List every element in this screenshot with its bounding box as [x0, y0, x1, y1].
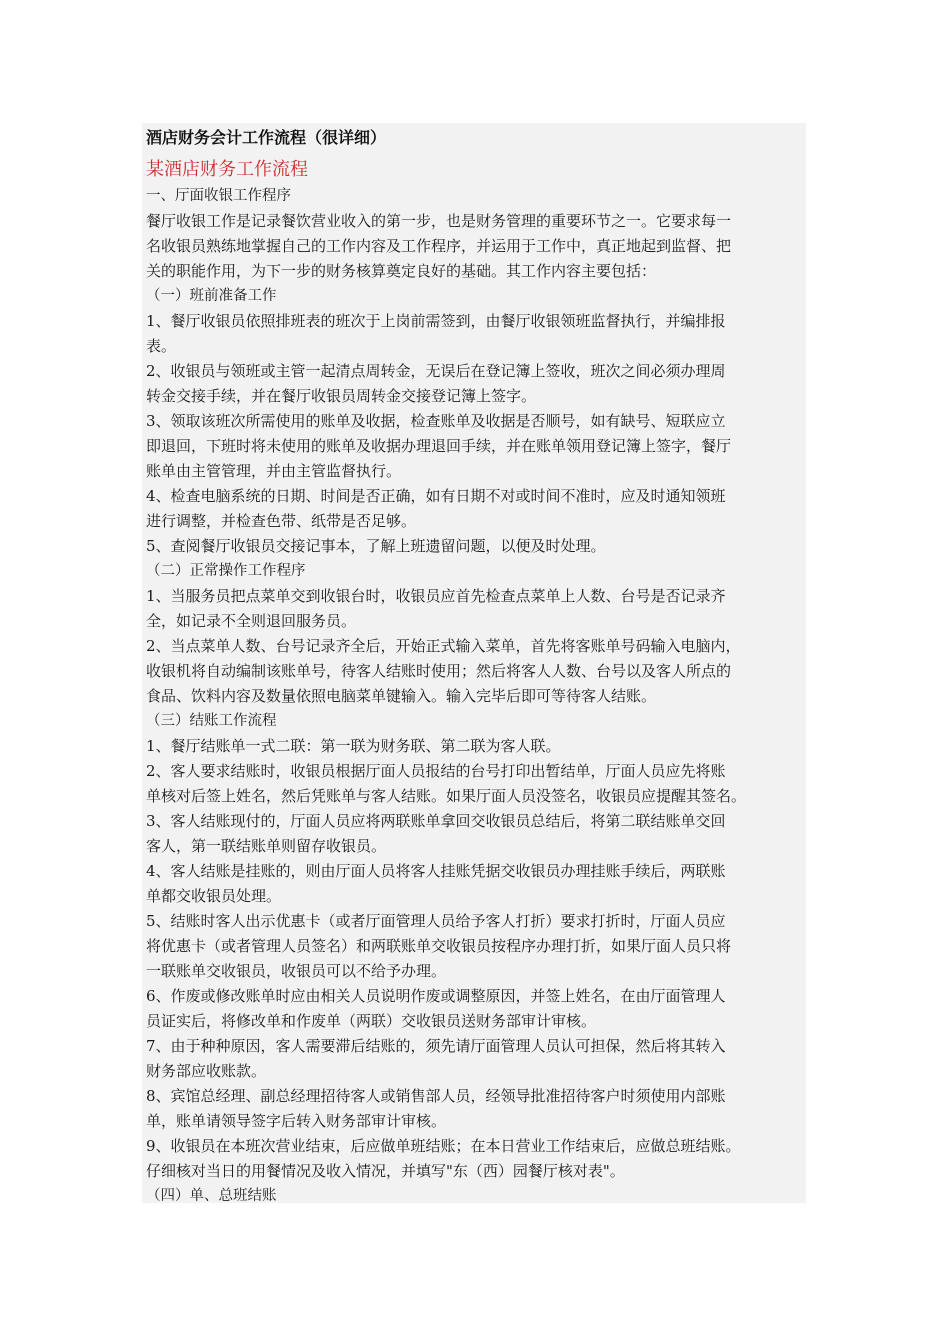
- document-title: 酒店财务会计工作流程（很详细）: [146, 128, 387, 147]
- paragraph-line: 将优惠卡（或者管理人员签名）和两联账单交收银员按程序办理打折，如果厅面人员只将: [146, 937, 732, 955]
- paragraph-line: 员证实后，将修改单和作废单（两联）交收银员送财务部审计审核。: [146, 1012, 597, 1030]
- paragraph-line: 进行调整，并检查色带、纸带是否足够。: [146, 512, 417, 530]
- paragraph-line: 即退回，下班时将未使用的账单及收据办理退回手续，并在账单领用登记簿上签字，餐厅: [146, 437, 732, 455]
- paragraph-line: 仔细核对当日的用餐情况及收入情况，并填写"东（西）园餐厅核对表"。: [146, 1162, 625, 1180]
- paragraph-line: 3、领取该班次所需使用的账单及收据，检查账单及收据是否顺号，如有缺号、短联应立: [146, 412, 726, 430]
- paragraph-line: 财务部应收账款。: [146, 1062, 267, 1080]
- paragraph-line: 2、当点菜单人数、台号记录齐全后，开始正式输入菜单，首先将客账单号码输入电脑内，: [146, 637, 741, 655]
- paragraph-line: 名收银员熟练地掌握自己的工作内容及工作程序，并运用于工作中，真正地起到监督、把: [146, 237, 732, 255]
- paragraph-line: 全，如记录不全则退回服务员。: [146, 612, 357, 630]
- document-subtitle: 某酒店财务工作流程: [146, 159, 308, 180]
- section-heading: （三）结账工作流程: [146, 713, 277, 729]
- paragraph-line: 单，账单请领导签字后转入财务部审计审核。: [146, 1112, 447, 1130]
- paragraph-line: 4、检查电脑系统的日期、时间是否正确，如有日期不对或时间不准时，应及时通知领班: [146, 487, 726, 505]
- paragraph-line: 1、餐厅结账单一式二联：第一联为财务联、第二联为客人联。: [146, 737, 561, 755]
- paragraph-line: 单都交收银员处理。: [146, 887, 282, 905]
- paragraph-line: 1、当服务员把点菜单交到收银台时，收银员应首先检查点菜单上人数、台号是否记录齐: [146, 587, 726, 605]
- paragraph-line: 1、餐厅收银员依照排班表的班次于上岗前需签到，由餐厅收银领班监督执行，并编排报: [146, 312, 726, 330]
- paragraph-line: 关的职能作用，为下一步的财务核算奠定良好的基础。其工作内容主要包括：: [146, 262, 657, 280]
- section-heading: （四）单、总班结账: [146, 1188, 277, 1204]
- section-heading: 一、厅面收银工作程序: [146, 188, 291, 204]
- paragraph-line: 客人，第一联结账单则留存收银员。: [146, 837, 387, 855]
- paragraph-line: 单核对后签上姓名，然后凭账单与客人结账。如果厅面人员没签名，收银员应提醒其签名。: [146, 787, 747, 805]
- paragraph-line: 账单由主管管理，并由主管监督执行。: [146, 462, 402, 480]
- section-heading: （一）班前准备工作: [146, 288, 277, 304]
- paragraph-line: 表。: [146, 337, 177, 355]
- paragraph-line: 5、查阅餐厅收银员交接记事本，了解上班遗留问题，以便及时处理。: [146, 537, 606, 555]
- paragraph-line: 收银机将自动编制该账单号，待客人结账时使用；然后将客人人数、台号以及客人所点的: [146, 662, 732, 680]
- paragraph-line: 6、作废或修改账单时应由相关人员说明作废或调整原因，并签上姓名，在由厅面管理人: [146, 987, 726, 1005]
- paragraph-line: 4、客人结账是挂账的，则由厅面人员将客人挂账凭据交收银员办理挂账手续后，两联账: [146, 862, 726, 880]
- paragraph-line: 一联账单交收银员，收银员可以不给予办理。: [146, 962, 447, 980]
- paragraph-line: 2、收银员与领班或主管一起清点周转金，无误后在登记簿上签收，班次之间必须办理周: [146, 362, 726, 380]
- paragraph-line: 3、客人结账现付的，厅面人员应将两联账单拿回交收银员总结后，将第二联结账单交回: [146, 812, 726, 830]
- section-heading: （二）正常操作工作程序: [146, 563, 306, 579]
- paragraph-line: 8、宾馆总经理、副总经理招待客人或销售部人员，经领导批准招待客户时须使用内部账: [146, 1087, 726, 1105]
- paragraph-line: 食品、饮料内容及数量依照电脑菜单键输入。输入完毕后即可等待客人结账。: [146, 687, 657, 705]
- paragraph-line: 7、由于种种原因，客人需要滞后结账的，须先请厅面管理人员认可担保，然后将其转入: [146, 1037, 726, 1055]
- paragraph-line: 2、客人要求结账时，收银员根据厅面人员报结的台号打印出暂结单，厅面人员应先将账: [146, 762, 726, 780]
- paragraph-line: 转金交接手续，并在餐厅收银员周转金交接登记簿上签字。: [146, 387, 537, 405]
- paragraph-line: 餐厅收银工作是记录餐饮营业收入的第一步，也是财务管理的重要环节之一。它要求每一: [146, 212, 732, 230]
- document-body: [146, 184, 806, 1209]
- paragraph-line: 5、结账时客人出示优惠卡（或者厅面管理人员给予客人打折）要求打折时，厅面人员应: [146, 912, 726, 930]
- paragraph-line: 9、收银员在本班次营业结束，后应做单班结账；在本日营业工作结束后，应做总班结账。: [146, 1137, 741, 1155]
